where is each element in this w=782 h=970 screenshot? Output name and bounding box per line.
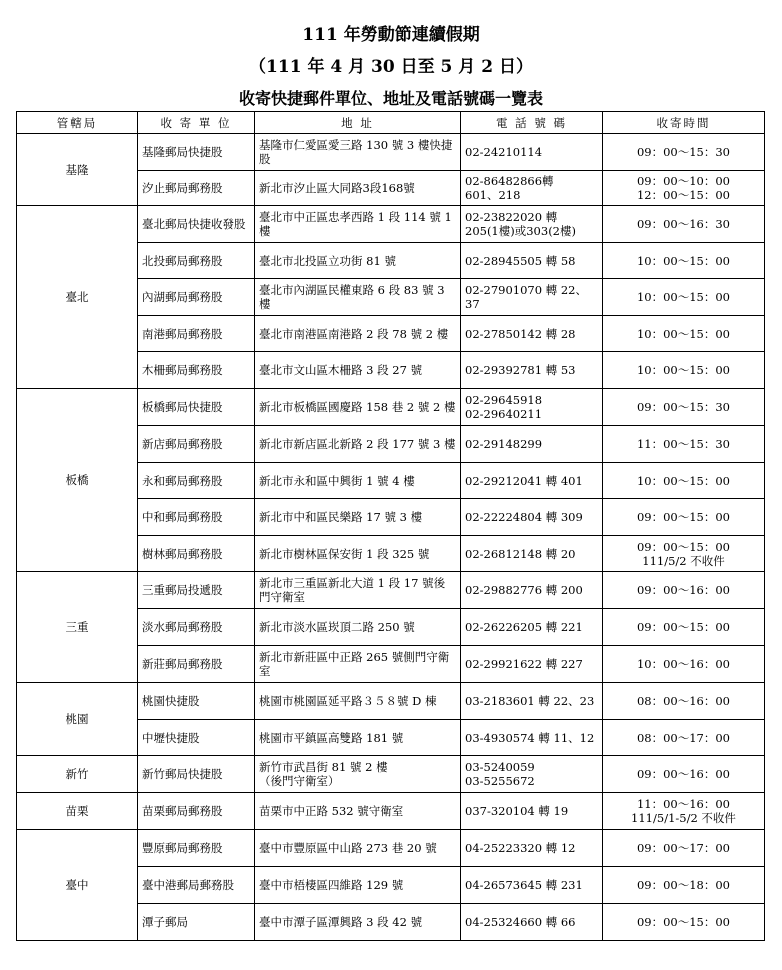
phone-cell: 02-23822020 轉 205(1樓)或303(2樓) [461, 206, 603, 243]
header-unit: 收 寄 單 位 [138, 112, 255, 134]
address-cell: 臺北市北投區立功街 81 號 [255, 243, 461, 279]
hours-cell: 10：00～15：00 [603, 279, 765, 316]
address-cell: 臺北市南港區南港路 2 段 78 號 2 樓 [255, 316, 461, 352]
address-cell: 新竹市武昌街 81 號 2 樓 （後門守衛室） [255, 756, 461, 793]
hours-cell: 10：00～16：00 [603, 646, 765, 683]
hours-cell: 09：00～15：00 111/5/2 不收件 [603, 536, 765, 572]
address-cell: 桃園市桃園區延平路３５８號 D 棟 [255, 683, 461, 720]
table-row [17, 830, 765, 867]
phone-cell: 02-26226205 轉 221 [461, 609, 603, 646]
unit-cell: 三重郵局投遞股 [138, 572, 255, 609]
phone-cell: 02-22224804 轉 309 [461, 499, 603, 536]
address-cell: 桃園市平鎮區高雙路 181 號 [255, 720, 461, 756]
phone-cell: 02-28945505 轉 58 [461, 243, 603, 279]
phone-cell: 02-29212041 轉 401 [461, 463, 603, 499]
phone-cell: 02-24210114 [461, 134, 603, 171]
phone-cell: 03-2183601 轉 22、23 [461, 683, 603, 720]
hours-cell: 09：00～16：00 [603, 572, 765, 609]
address-cell: 臺中市豐原區中山路 273 巷 20 號 [255, 830, 461, 867]
bureau-cell: 新竹 [17, 756, 138, 793]
unit-cell: 永和郵局郵務股 [138, 463, 255, 499]
unit-cell: 淡水郵局郵務股 [138, 609, 255, 646]
address-cell: 新北市新莊區中正路 265 號側門守衛室 [255, 646, 461, 683]
address-cell: 新北市中和區民樂路 17 號 3 樓 [255, 499, 461, 536]
address-cell: 基隆市仁愛區愛三路 130 號 3 樓快捷股 [255, 134, 461, 171]
unit-cell: 臺中港郵局郵務股 [138, 867, 255, 904]
table-row [17, 683, 765, 720]
hours-cell: 09：00～15：30 [603, 134, 765, 171]
address-cell: 臺中市潭子區潭興路 3 段 42 號 [255, 904, 461, 941]
unit-cell: 南港郵局郵務股 [138, 316, 255, 352]
hours-cell: 09：00～18：00 [603, 867, 765, 904]
hours-cell: 10：00～15：00 [603, 352, 765, 389]
unit-cell: 板橋郵局快捷股 [138, 389, 255, 426]
unit-cell: 汐止郵局郵務股 [138, 171, 255, 206]
hours-cell: 09：00～15：30 [603, 389, 765, 426]
hours-cell: 11：00～16：00 111/5/1-5/2 不收件 [603, 793, 765, 830]
unit-cell: 苗栗郵局郵務股 [138, 793, 255, 830]
phone-cell: 02-29645918 02-29640211 [461, 389, 603, 426]
hours-cell: 09：00～10：00 12：00～15：00 [603, 171, 765, 206]
hours-cell: 09：00～16：00 [603, 756, 765, 793]
phone-cell: 02-29921622 轉 227 [461, 646, 603, 683]
address-cell: 新北市三重區新北大道 1 段 17 號後門守衛室 [255, 572, 461, 609]
table-row [17, 206, 765, 243]
table-row [17, 389, 765, 426]
unit-cell: 木柵郵局郵務股 [138, 352, 255, 389]
table-row [17, 572, 765, 609]
unit-cell: 中壢快捷股 [138, 720, 255, 756]
address-cell: 苗栗市中正路 532 號守衛室 [255, 793, 461, 830]
phone-cell: 02-29392781 轉 53 [461, 352, 603, 389]
address-cell: 臺中市梧棲區四維路 129 號 [255, 867, 461, 904]
phone-cell: 02-86482866轉 601、218 [461, 171, 603, 206]
unit-cell: 豐原郵局郵務股 [138, 830, 255, 867]
phone-cell: 03-5240059 03-5255672 [461, 756, 603, 793]
unit-cell: 潭子郵局 [138, 904, 255, 941]
bureau-cell: 桃園 [17, 683, 138, 756]
phone-cell: 04-26573645 轉 231 [461, 867, 603, 904]
address-cell: 臺北市中正區忠孝西路 1 段 114 號 1 樓 [255, 206, 461, 243]
hours-cell: 09：00～15：00 [603, 499, 765, 536]
unit-cell: 樹林郵局郵務股 [138, 536, 255, 572]
document-title: 111 年勞動節連續假期 [302, 25, 480, 45]
header-address: 地 址 [255, 112, 461, 134]
document-subtitle: （111 年 4 月 30 日至 5 月 2 日） [249, 57, 533, 77]
address-cell: 新北市板橋區國慶路 158 巷 2 號 2 樓 [255, 389, 461, 426]
hours-cell: 10：00～15：00 [603, 243, 765, 279]
bureau-cell: 三重 [17, 572, 138, 683]
header-bureau: 管轄局 [17, 112, 138, 134]
phone-cell: 04-25324660 轉 66 [461, 904, 603, 941]
bureau-cell: 板橋 [17, 389, 138, 572]
bureau-cell: 基隆 [17, 134, 138, 206]
address-cell: 新北市新店區北新路 2 段 177 號 3 樓 [255, 426, 461, 463]
table-row [17, 134, 765, 171]
address-cell: 臺北市內湖區民權東路 6 段 83 號 3 樓 [255, 279, 461, 316]
phone-cell: 02-27850142 轉 28 [461, 316, 603, 352]
unit-cell: 臺北郵局快捷收發股 [138, 206, 255, 243]
unit-cell: 新莊郵局郵務股 [138, 646, 255, 683]
unit-cell: 基隆郵局快捷股 [138, 134, 255, 171]
hours-cell: 11：00～15：30 [603, 426, 765, 463]
bureau-cell: 臺北 [17, 206, 138, 389]
address-cell: 臺北市文山區木柵路 3 段 27 號 [255, 352, 461, 389]
phone-cell: 02-27901070 轉 22、37 [461, 279, 603, 316]
unit-cell: 桃園快捷股 [138, 683, 255, 720]
table-row [17, 793, 765, 830]
phone-cell: 037-320104 轉 19 [461, 793, 603, 830]
hours-cell: 08：00～16：00 [603, 683, 765, 720]
phone-cell: 02-29148299 [461, 426, 603, 463]
phone-cell: 03-4930574 轉 11、12 [461, 720, 603, 756]
header-phone: 電 話 號 碼 [461, 112, 603, 134]
unit-cell: 新店郵局郵務股 [138, 426, 255, 463]
unit-cell: 內湖郵局郵務股 [138, 279, 255, 316]
bureau-cell: 苗栗 [17, 793, 138, 830]
table-header-row [17, 112, 765, 134]
bureau-cell: 臺中 [17, 830, 138, 941]
hours-cell: 08：00～17：00 [603, 720, 765, 756]
address-cell: 新北市永和區中興街 1 號 4 樓 [255, 463, 461, 499]
unit-cell: 北投郵局郵務股 [138, 243, 255, 279]
hours-cell: 10：00～15：00 [603, 463, 765, 499]
address-cell: 新北市淡水區崁頂二路 250 號 [255, 609, 461, 646]
table-row [17, 756, 765, 793]
header-hours: 收寄時間 [603, 112, 765, 134]
hours-cell: 09：00～15：00 [603, 609, 765, 646]
phone-cell: 04-25223320 轉 12 [461, 830, 603, 867]
address-cell: 新北市樹林區保安街 1 段 325 號 [255, 536, 461, 572]
hours-cell: 09：00～16：30 [603, 206, 765, 243]
unit-cell: 新竹郵局快捷股 [138, 756, 255, 793]
table-title: 收寄快捷郵件單位、地址及電話號碼一覽表 [238, 89, 543, 108]
address-cell: 新北市汐止區大同路3段168號 [255, 171, 461, 206]
hours-cell: 09：00～15：00 [603, 904, 765, 941]
phone-cell: 02-26812148 轉 20 [461, 536, 603, 572]
post-office-table [16, 111, 765, 941]
hours-cell: 09：00～17：00 [603, 830, 765, 867]
hours-cell: 10：00～15：00 [603, 316, 765, 352]
phone-cell: 02-29882776 轉 200 [461, 572, 603, 609]
unit-cell: 中和郵局郵務股 [138, 499, 255, 536]
